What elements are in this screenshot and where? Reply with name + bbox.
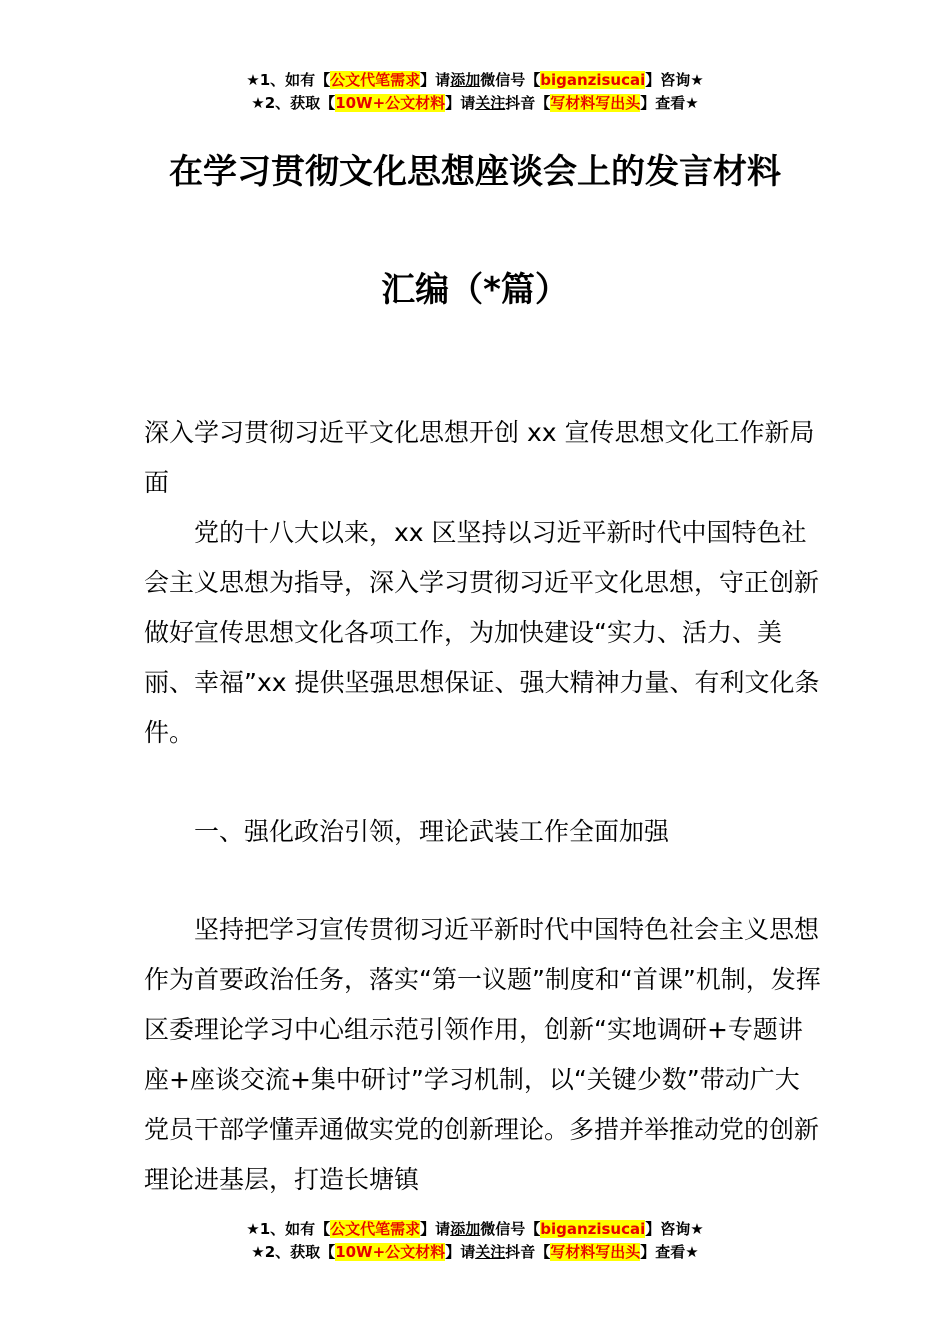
promo-text: 】请: [420, 71, 451, 89]
promo-text: ★2、获取【: [251, 1243, 336, 1261]
promo-underlined: 关注: [475, 94, 506, 112]
promo-text: 】咨询★: [645, 71, 704, 89]
promo-text: ★2、获取【: [251, 94, 336, 112]
promo-text: 微信号【: [480, 71, 541, 89]
promo-text: 抖音【: [505, 1243, 551, 1261]
promo-text: 抖音【: [505, 94, 551, 112]
article-subtitle: 深入学习贯彻习近平文化思想开创 xx 宣传思想文化工作新局面: [144, 418, 815, 497]
promo-text: 】查看★: [640, 1243, 699, 1261]
promo-text: ★1、如有【: [246, 71, 331, 89]
promo-line-2: [0, 1241, 950, 1264]
promo-text: 】请: [420, 1220, 451, 1238]
promo-text: 微信号【: [480, 1220, 541, 1238]
promo-underlined: 添加: [450, 71, 481, 89]
promo-highlight: 公文代笔需求: [330, 71, 421, 89]
promo-highlight: 10W+公文材料: [335, 94, 446, 112]
promo-highlight: biganzisucai: [540, 71, 646, 89]
document-title-line-2: 汇编（*篇）: [381, 270, 569, 310]
promo-highlight: biganzisucai: [540, 1220, 646, 1238]
promo-highlight: 写材料写出头: [550, 1243, 641, 1261]
promo-text: 】请: [445, 1243, 476, 1261]
promo-line-1: [0, 1218, 950, 1241]
promo-text: 】查看★: [640, 94, 699, 112]
promo-text: 】咨询★: [645, 1220, 704, 1238]
paragraph-intro: 党的十八大以来，xx 区坚持以习近平新时代中国特色社会主义思想为指导，深入学习贯彻习近平文化思想，守正创新做好宣传思想文化各项工作，为加快建设“实力、活力、美丽、幸福”xx 提供坚强思想保证、强大精神力量、有利文化条件。: [144, 518, 820, 747]
promo-highlight: 写材料写出头: [550, 94, 641, 112]
promo-text: 】请: [445, 94, 476, 112]
promo-line-2: [0, 92, 950, 115]
section-heading-1: 一、强化政治引领，理论武装工作全面加强: [194, 817, 670, 846]
promo-text: ★1、如有【: [246, 1220, 331, 1238]
promo-highlight: 10W+公文材料: [335, 1243, 446, 1261]
promo-line-1: [0, 69, 950, 92]
promo-banner-top: [0, 69, 950, 115]
document-title-line-1: 在学习贯彻文化思想座谈会上的发言材料: [169, 152, 781, 192]
promo-underlined: 添加: [450, 1220, 481, 1238]
promo-banner-bottom: [0, 1218, 950, 1264]
paragraph-section-1: 坚持把学习宣传贯彻习近平新时代中国特色社会主义思想作为首要政治任务，落实“第一议题”制度和“首课”机制，发挥区委理论学习中心组示范引领作用，创新“实地调研+专题讲座+座谈交流+集中研讨”学习机制，以“关键少数”带动广大党员干部学懂弄通做实党的创新理论。多措并举推动党的创新理论进基层，打造长塘镇: [144, 915, 821, 1194]
promo-highlight: 公文代笔需求: [330, 1220, 421, 1238]
promo-underlined: 关注: [475, 1243, 506, 1261]
